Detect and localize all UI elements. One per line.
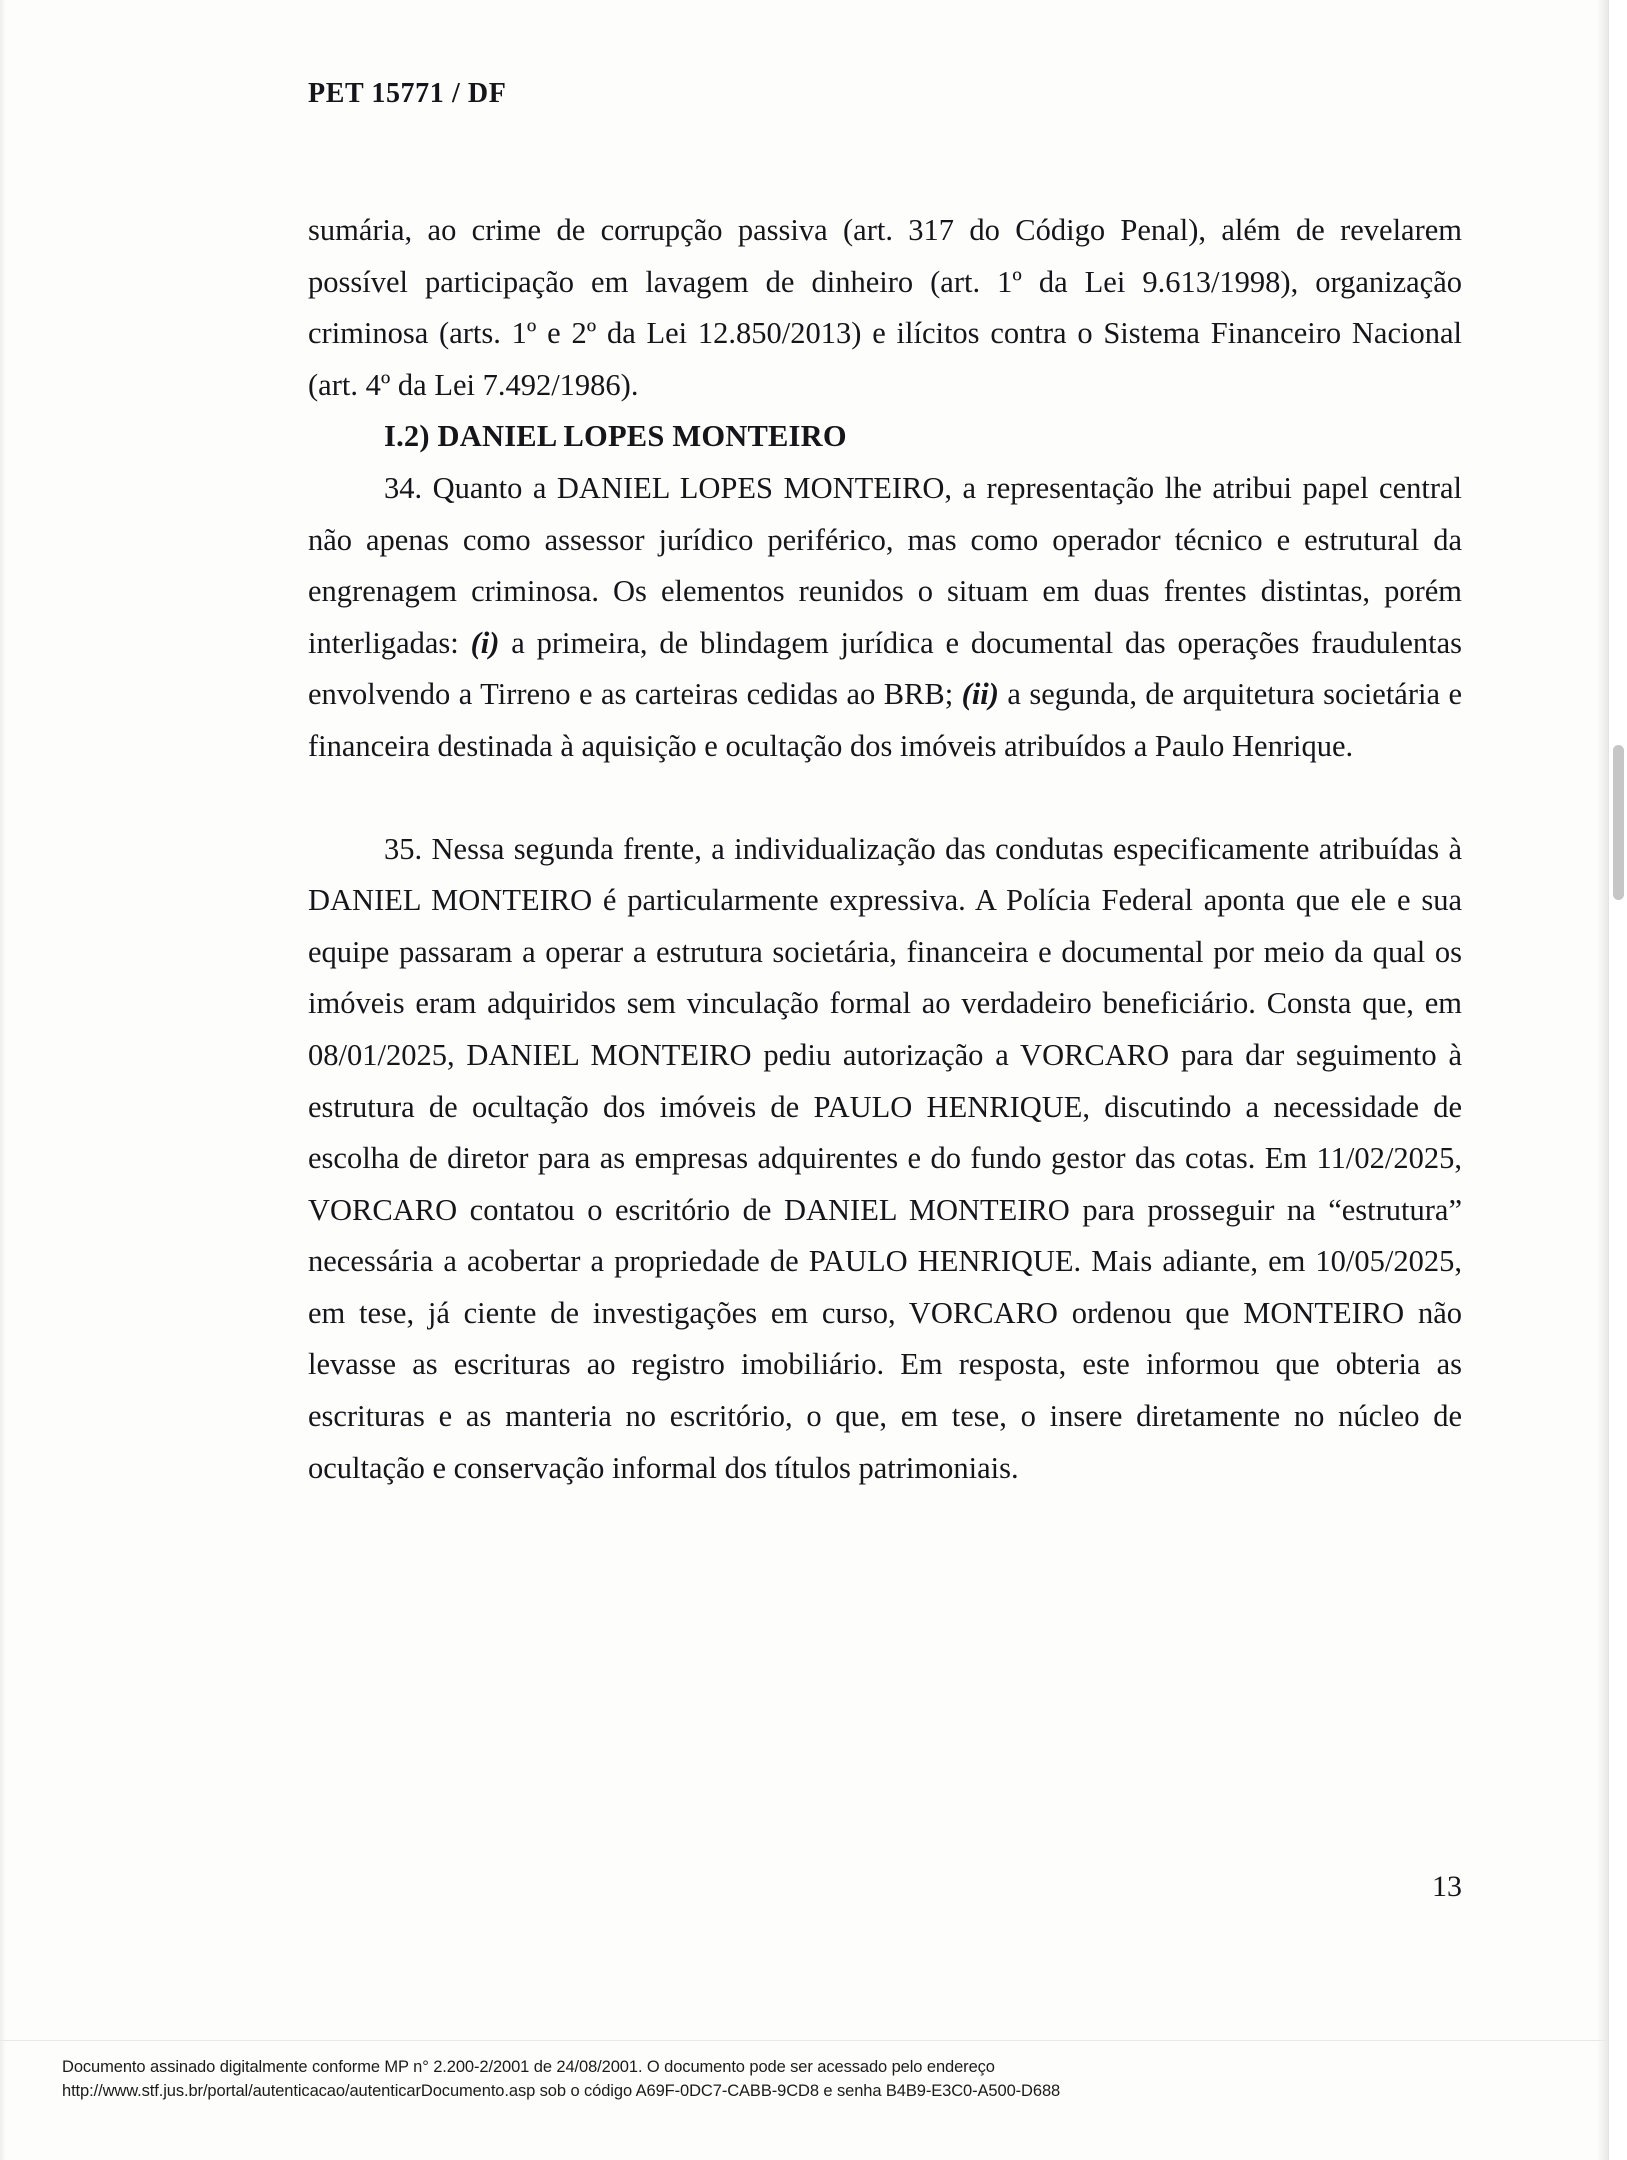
paragraph-continuation: sumária, ao crime de corrupção passiva (art. 317 do Código Penal), além de revelarem possível participação em lavagem de dinheiro (art. 1º da Lei 9.613/1998), organização criminosa (arts. 1º e 2º da Lei 12.850/2013) e ilícitos contra o Sistema Financeiro Nacional (art. 4º da Lei 7.492/1986). <box>308 213 1462 402</box>
footer-line-2: http://www.stf.jus.br/portal/autenticacao/autenticarDocumento.asp sob o código A69F-0DC7-CABB-9CD8 e senha B4B9-E3C0-A500-D688 <box>62 2082 1061 2100</box>
vertical-scrollbar-track[interactable] <box>1608 0 1627 2160</box>
digital-signature-footer <box>0 2055 1609 2103</box>
running-head: PET 15771 / DF <box>308 78 507 109</box>
footer-divider <box>0 2040 1609 2041</box>
body-text-column <box>308 205 1462 1494</box>
paragraph-spacer <box>308 773 1462 824</box>
paragraph-34-part2: a primeira, de blindagem jurídica e documental das operações fraudulentas envolvendo a Tirreno e as carteiras cedidas ao BRB; <box>308 625 1462 712</box>
vertical-scrollbar-thumb[interactable] <box>1613 745 1624 900</box>
paragraph-34-marker-ii: (ii) <box>961 677 999 712</box>
paragraph-34-part1: 34. Quanto a DANIEL LOPES MONTEIRO, a representação lhe atribui papel central não apenas como assessor jurídico periférico, mas como operador técnico e estrutural da engrenagem criminosa. Os elementos reunidos o situam em duas frentes distintas, porém interligadas: <box>308 470 1462 660</box>
paragraph-34-marker-i: (i) <box>470 625 500 660</box>
paragraph-34-part3: a segunda, de arquitetura societária e financeira destinada à aquisição e ocultação dos imóveis atribuídos a Paulo Henrique. <box>308 677 1462 763</box>
footer-line-1: Documento assinado digitalmente conforme MP n° 2.200-2/2001 de 24/08/2001. O documento pode ser acessado pelo endereço <box>62 2058 995 2076</box>
page-number: 13 <box>1432 1870 1462 1903</box>
section-heading-i2: I.2) DANIEL LOPES MONTEIRO <box>384 419 847 454</box>
paragraph-35: 35. Nessa segunda frente, a individualização das condutas especificamente atribuídas à DANIEL MONTEIRO é particularmente expressiva. A Polícia Federal aponta que ele e sua equipe passaram a operar a estrutura societária, financeira e documental por meio da qual os imóveis eram adquiridos sem vinculação formal ao verdadeiro beneficiário. Consta que, em 08/01/2025, DANIEL MONTEIRO pediu autorização a VORCARO para dar seguimento à estrutura de ocultação dos imóveis de PAULO HENRIQUE, discutindo a necessidade de escolha de diretor para as empresas adquirentes e do fundo gestor das cotas. Em 11/02/2025, VORCARO contatou o escritório de DANIEL MONTEIRO para prosseguir na “estrutura” necessária a acobertar a propriedade de PAULO HENRIQUE. Mais adiante, em 10/05/2025, em tese, já ciente de investigações em curso, VORCARO ordenou que MONTEIRO não levasse as escrituras ao registro imobiliário. Em resposta, este informou que obteria as escrituras e as manteria no escritório, o que, em tese, o insere diretamente no núcleo de ocultação e conservação informal dos títulos patrimoniais. <box>308 831 1462 1485</box>
paragraph-34 <box>308 463 1462 773</box>
